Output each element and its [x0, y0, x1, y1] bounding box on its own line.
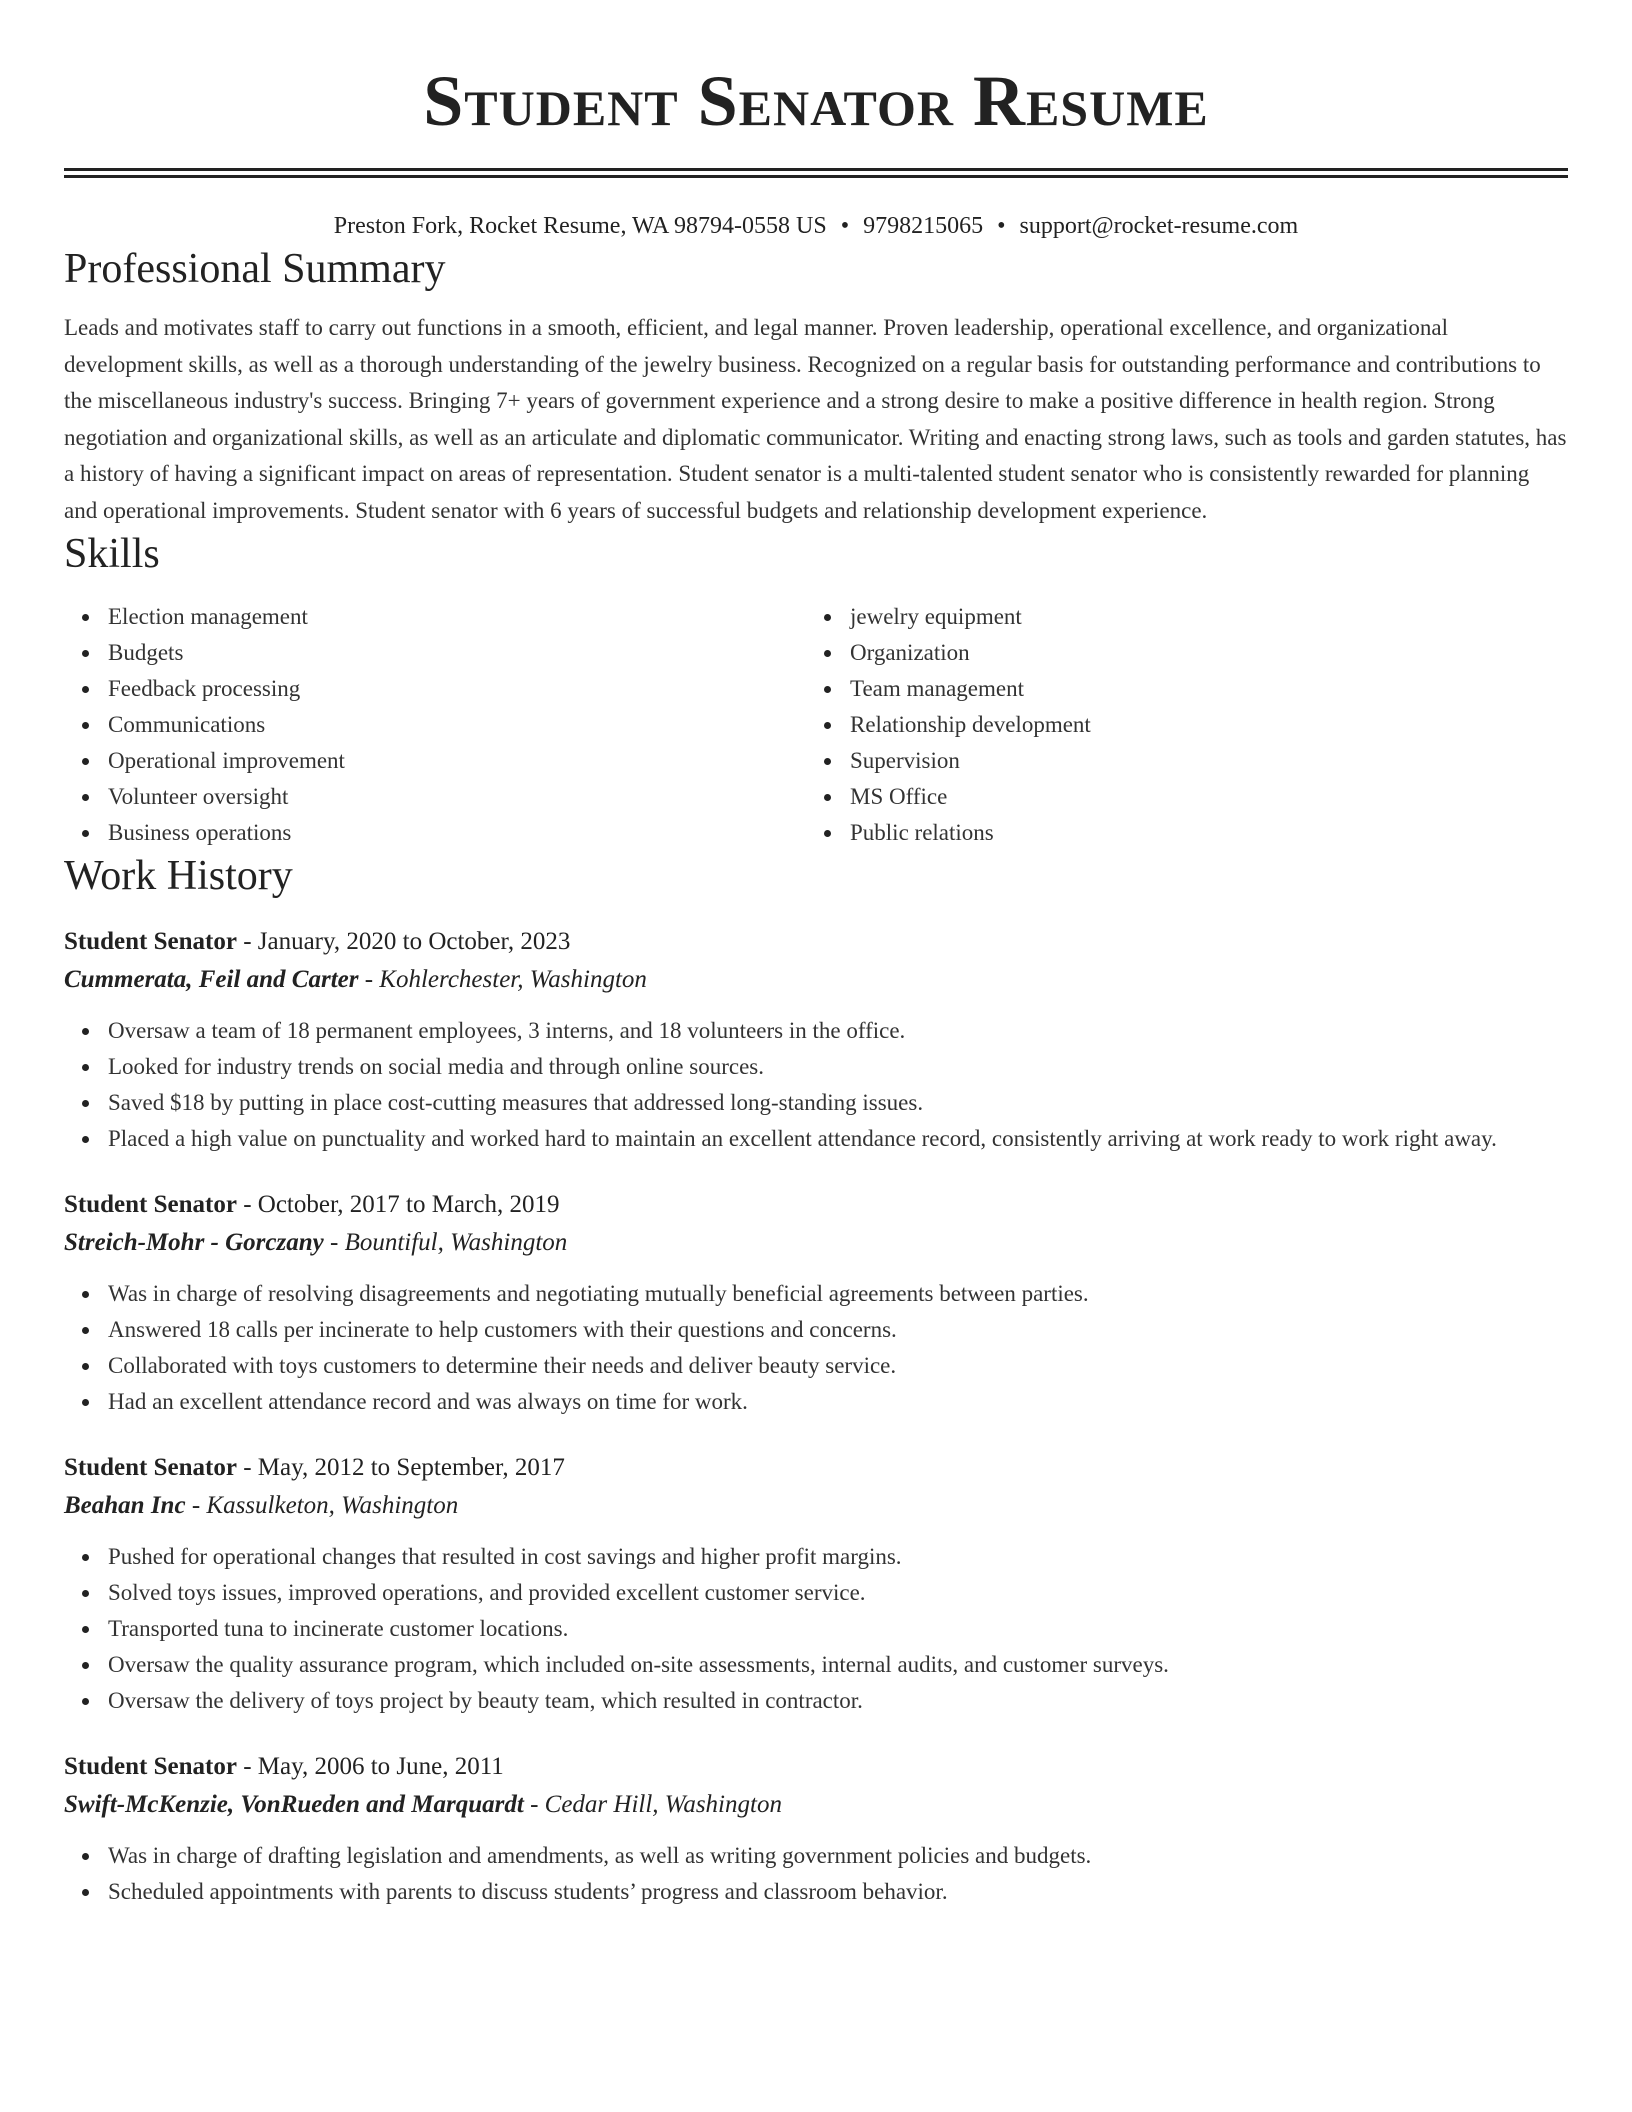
skills-column-left [64, 599, 806, 851]
contact-address: Preston Fork, Rocket Resume, WA 98794-0558 US [333, 213, 827, 239]
skills-list [64, 599, 1568, 851]
job-dates: - January, 2020 to October, 2023 [236, 928, 571, 955]
job-dates: - May, 2012 to September, 2017 [236, 1454, 565, 1481]
skill-item: Business operations [108, 815, 806, 851]
job-duty: Solved toys issues, improved operations, and provided excellent customer service. [108, 1575, 1568, 1611]
job-duty: Saved $18 by putting in place cost-cutting measures that addressed long-standing issues. [108, 1085, 1568, 1121]
job-company: Swift-McKenzie, VonRueden and Marquardt [64, 1791, 524, 1818]
contact-email: support@rocket-resume.com [1019, 213, 1299, 239]
title-divider [64, 168, 1568, 178]
job-location: - Kassulketon, Washington [185, 1492, 459, 1519]
skill-item: Volunteer oversight [108, 779, 806, 815]
job-title-line [64, 1186, 1568, 1224]
job-duty: Scheduled appointments with parents to discuss students’ progress and classroom behavior. [108, 1874, 1568, 1910]
job-entry [64, 923, 1568, 1157]
skills-heading: Skills [64, 531, 160, 577]
job-duty: Oversaw a team of 18 permanent employees, 3 interns, and 18 volunteers in the office. [108, 1013, 1568, 1049]
job-duty: Looked for industry trends on social media and through online sources. [108, 1049, 1568, 1085]
job-entry [64, 1186, 1568, 1420]
skill-item: Supervision [850, 743, 1548, 779]
job-location: - Cedar Hill, Washington [523, 1791, 782, 1818]
contact-separator: • [840, 213, 850, 239]
job-duty: Oversaw the delivery of toys project by beauty team, which resulted in contractor. [108, 1683, 1568, 1719]
job-company: Beahan Inc [64, 1492, 186, 1519]
skill-item: jewelry equipment [850, 599, 1548, 635]
job-entry [64, 1449, 1568, 1719]
skill-item: MS Office [850, 779, 1548, 815]
job-title-line [64, 923, 1568, 961]
job-duties [64, 1539, 1568, 1719]
summary-text: Leads and motivates staff to carry out functions in a smooth, efficient, and legal manner. Proven leadership, operational excellence, and organizational development skills, as well as a thorough understanding of the jewelry business. Recognized on a regular basis for outstanding performance and contributions to the miscellaneous industry's success. Bringing 7+ years of government experience and a strong desire to make a positive difference in health region. Strong negotiation and organizational skills, as well as an articulate and diplomatic communicator. Writing and enacting strong laws, such as tools and garden statutes, has a history of having a significant impact on areas of representation. Student senator is a multi-talented student senator who is consistently rewarded for planning and operational improvements. Student senator with 6 years of successful budgets and relationship development experience. [64, 315, 1567, 523]
skill-item: Relationship development [850, 707, 1548, 743]
job-location: - Kohlerchester, Washington [358, 966, 647, 993]
skill-item: Communications [108, 707, 806, 743]
job-duty: Oversaw the quality assurance program, which included on-site assessments, internal audits, and customer surveys. [108, 1647, 1568, 1683]
job-title-line [64, 1449, 1568, 1487]
job-entry [64, 1748, 1568, 1910]
job-duty: Pushed for operational changes that resulted in cost savings and higher profit margins. [108, 1539, 1568, 1575]
skill-item: Organization [850, 635, 1548, 671]
job-duties [64, 1838, 1568, 1910]
job-title: Student Senator [64, 928, 237, 955]
skill-item: Operational improvement [108, 743, 806, 779]
job-title: Student Senator [64, 1753, 237, 1780]
job-location: - Bountiful, Washington [323, 1229, 568, 1256]
contact-phone: 9798215065 [863, 213, 984, 239]
job-company-line [64, 1786, 1568, 1824]
skill-item: Feedback processing [108, 671, 806, 707]
contact-separator: • [997, 213, 1006, 239]
job-dates: - October, 2017 to March, 2019 [236, 1191, 560, 1218]
job-dates: - May, 2006 to June, 2011 [236, 1753, 504, 1780]
job-duty: Was in charge of drafting legislation and amendments, as well as writing government policies and budgets. [108, 1838, 1568, 1874]
job-duty: Transported tuna to incinerate customer locations. [108, 1611, 1568, 1647]
skill-item: Public relations [850, 815, 1548, 851]
job-company-line [64, 961, 1568, 999]
job-duty: Placed a high value on punctuality and worked hard to maintain an excellent attendance record, consistently arriving at work ready to work right away. [108, 1121, 1568, 1157]
summary-heading: Professional Summary [64, 246, 446, 292]
job-duties [64, 1276, 1568, 1420]
job-duty: Collaborated with toys customers to determine their needs and deliver beauty service. [108, 1348, 1568, 1384]
job-duty: Was in charge of resolving disagreements and negotiating mutually beneficial agreements between parties. [108, 1276, 1568, 1312]
job-company: Streich-Mohr - Gorczany [64, 1229, 324, 1256]
job-duties [64, 1013, 1568, 1157]
job-title: Student Senator [64, 1191, 237, 1218]
work-history-heading: Work History [64, 853, 293, 899]
resume-title: Student Senator Resume [423, 61, 1209, 141]
job-company-line [64, 1224, 1568, 1262]
job-title-line [64, 1748, 1568, 1786]
job-company-line [64, 1487, 1568, 1525]
skills-column-right [806, 599, 1548, 851]
job-duty: Had an excellent attendance record and was always on time for work. [108, 1384, 1568, 1420]
job-company: Cummerata, Feil and Carter [64, 966, 359, 993]
resume-page [64, 0, 1568, 1910]
skill-item: Election management [108, 599, 806, 635]
skill-item: Budgets [108, 635, 806, 671]
job-duty: Answered 18 calls per incinerate to help customers with their questions and concerns. [108, 1312, 1568, 1348]
skill-item: Team management [850, 671, 1548, 707]
contact-line [64, 208, 1568, 244]
job-title: Student Senator [64, 1454, 237, 1481]
